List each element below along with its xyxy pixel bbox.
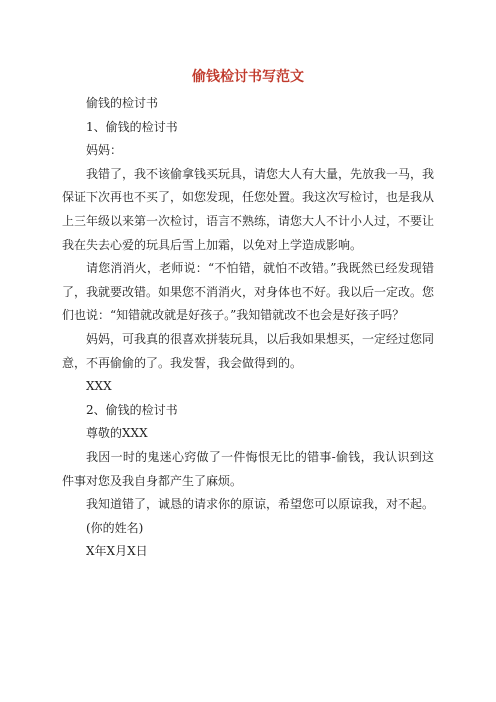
salutation-respected: 尊敬的XXX	[86, 426, 148, 441]
doc-heading: 偷钱的检讨书	[86, 96, 159, 110]
section-1-heading: 1、偷钱的检讨书	[86, 119, 178, 134]
document-title: 偷钱检讨书写范文	[192, 69, 304, 85]
body-paragraph: 请您消消火，老师说：“不怕错，就怕不改错。”我既然已经发现错了，我就要改错。如果您不消消火，对身体也不好。我以后一定改。您们也说：“知错就改就是好孩子。”我知错就改不也会是好孩子吗？	[62, 261, 435, 323]
body-paragraph: 我知道错了，诚恳的请求你的原谅，希望您可以原谅我，对不起。	[86, 497, 435, 512]
body-paragraph: 妈妈，可我真的很喜欢拼装玩具，以后我如果想买，一定经过您同意，不再偷偷的了。我发誓，我会做得到的。	[62, 331, 435, 370]
date-placeholder: X年X月X日	[86, 544, 148, 559]
name-placeholder: (你的姓名)	[86, 520, 144, 535]
body-paragraph: 我错了，我不该偷拿钱买玩具，请您大人有大量，先放我一马，我保证下次再也不买了，如您发现，任您处置。我这次写检讨，也是我从上三年级以来第一次检讨，语言不熟练，请您大人不计小人过，不要让我在失去心爱的玩具后雪上加霜，以免对上学造成影响。	[62, 166, 435, 252]
body-paragraph: 我因一时的鬼迷心窍做了一件悔恨无比的错事-偷钱，我认识到这件事对您及我自身都产生了麻烦。	[62, 449, 434, 488]
salutation-mom: 妈妈：	[86, 143, 123, 158]
section-2-heading: 2、偷钱的检讨书	[86, 402, 178, 417]
signature: XXX	[86, 379, 112, 394]
document-body	[62, 92, 434, 564]
